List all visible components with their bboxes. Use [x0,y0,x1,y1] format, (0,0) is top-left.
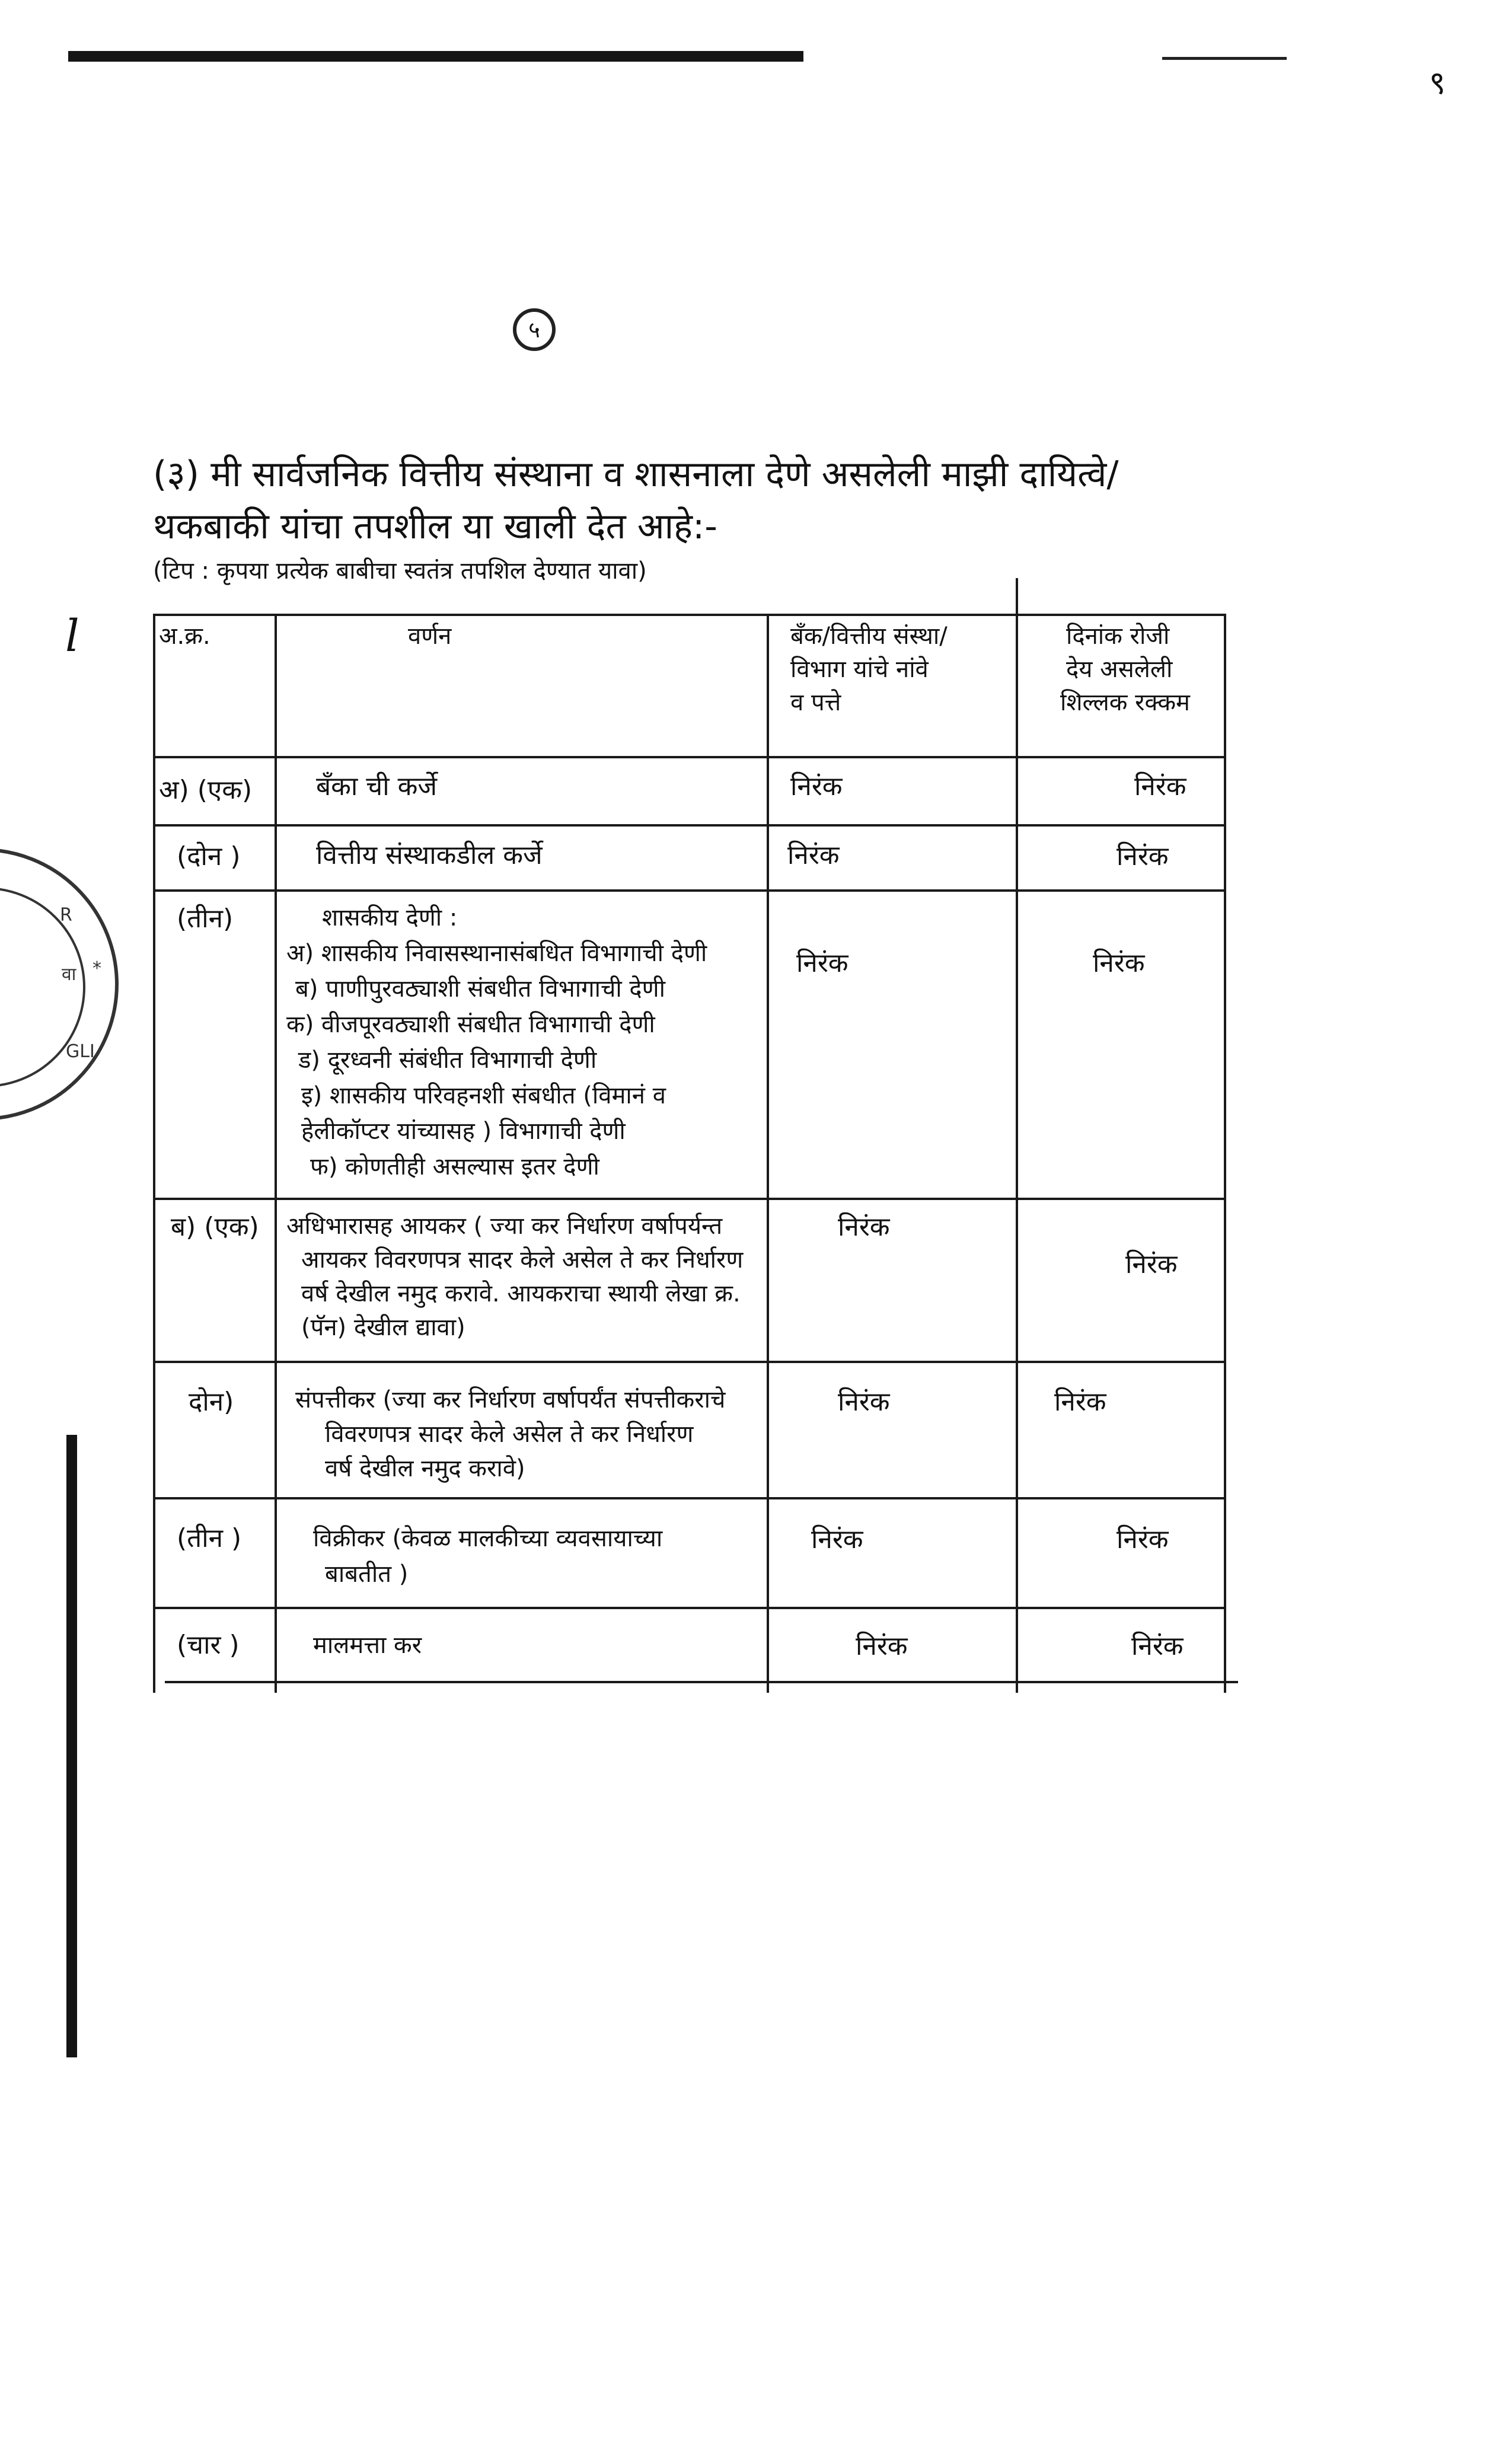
row-description-line: वर्ष देखील नमुद करावे) [325,1455,525,1482]
table-rule [153,1361,1226,1363]
row-bank: निरंक [811,1524,863,1555]
office-stamp [0,848,119,1121]
table-rule [153,614,1226,616]
row-bank: निरंक [790,771,843,802]
row-description-line: विक्रीकर (केवळ मालकीच्या व्यवसायाच्या [313,1525,663,1552]
table-rule [153,1607,1226,1609]
row-balance: निरंक [1117,1524,1169,1555]
note-text: (टिप : कृपया प्रत्येक बाबीचा स्वतंत्र तपशिल देण्यात यावा) [153,557,647,585]
row-balance: निरंक [1093,948,1145,978]
row-description-line: आयकर विवरणपत्र सादर केले असेल ते कर निर्धारण [301,1246,744,1274]
row-description-line: हेलीकॉप्टर यांच्यासह ) विभागाची देणी [301,1118,626,1145]
row-description: बँका ची कर्जे [316,771,438,802]
row-balance: निरंक [1134,771,1186,802]
row-sr: अ) (एक) [159,775,253,805]
page-number: ९ [1429,64,1446,101]
scan-left-edge-line [66,1435,77,2057]
table-rule [153,824,1226,827]
header-sr: अ.क्र. [159,623,210,650]
row-bank: निरंक [838,1387,890,1417]
row-description-line: ड) दूरध्वनी संबंधीत विभागाची देणी [298,1046,597,1074]
stamp-letter: R [60,905,72,926]
row-description-line: विवरणपत्र सादर केले असेल ते कर निर्धारण [325,1421,694,1448]
table-col-rule [275,614,277,1693]
table-col-rule [1224,614,1226,1693]
row-balance: निरंक [1131,1631,1184,1661]
header-bank: विभाग यांचे नांवे [790,656,929,683]
row-description-line: बाबतीत ) [325,1561,409,1588]
row-bank: निरंक [838,1212,890,1242]
header-balance: देय असलेली [1066,656,1173,683]
table-col-rule [767,614,769,1693]
row-bank: निरंक [796,948,848,978]
table-rule [153,1497,1226,1499]
row-description-line: फ) कोणतीही असल्यास इतर देणी [310,1153,599,1180]
table-col-rule [1016,578,1018,1693]
stamp-letter: वा [62,964,76,985]
row-sr: (तीन) [177,904,234,934]
row-description-line: संपत्तीकर (ज्या कर निर्धारण वर्षापर्यंत संपत्तीकराचे [295,1386,726,1413]
table-col-rule [153,614,155,1693]
row-sr: ब) (एक) [171,1212,259,1242]
row-description-line: ब) पाणीपुरवठ्याशी संबधीत विभागाची देणी [295,975,665,1003]
row-bank: निरंक [856,1631,908,1661]
row-description-line: वर्ष देखील नमुद करावे. आयकराचा स्थायी लेखा क्र. [301,1280,741,1307]
heading-line-1: (३) मी सार्वजनिक वित्तीय संस्थाना व शासनाला देणे असलेली माझी दायित्वे/ [153,454,1119,495]
table-rule [153,756,1226,758]
heading-line-2: थकबाकी यांचा तपशील या खाली देत आहे:- [153,506,717,547]
row-description-line: अधिभारासह आयकर ( ज्या कर निर्धारण वर्षापर्यन्त [286,1212,723,1240]
row-balance: निरंक [1054,1387,1106,1417]
row-sr: दोन) [189,1387,234,1417]
header-balance: शिल्लक रक्कम [1060,689,1190,716]
table-rule [153,1198,1226,1200]
header-description: वर्णन [408,623,452,650]
scan-right-line [1162,57,1287,60]
header-bank: व पत्ते [790,689,841,716]
row-description-line: अ) शासकीय निवासस्थानासंबधित विभागाची देणी [286,940,707,967]
row-sr: (चार ) [177,1630,240,1660]
header-balance: दिनांक रोजी [1066,623,1170,650]
row-description-line: क) वीजपूरवठ्याशी संबधीत विभागाची देणी [286,1011,655,1038]
row-description-line: इ) शासकीय परिवहनशी संबधीत (विमानं व [301,1082,666,1109]
table-rule [153,889,1226,892]
row-balance: निरंक [1125,1249,1178,1279]
liabilities-table [153,614,1226,1693]
row-bank: निरंक [787,840,840,870]
row-balance: निरंक [1117,841,1169,872]
row-sr: (दोन ) [177,841,241,872]
stamp-letter: GLI [66,1041,95,1062]
row-sr: (तीन ) [177,1523,242,1553]
row-description: मालमत्ता कर [313,1632,422,1659]
header-bank: बँक/वित्तीय संस्था/ [790,623,948,650]
row-description-line: (पॅन) देखील द्यावा) [301,1314,465,1341]
scan-top-bar [68,51,803,62]
row-description: वित्तीय संस्थाकडील कर्जे [316,840,543,870]
handwritten-margin-mark: l [65,611,79,662]
row-description-line: शासकीय देणी : [322,904,458,931]
table-rule [165,1681,1238,1683]
section-marker: ५ [513,308,556,351]
stamp-letter: * [92,958,101,979]
